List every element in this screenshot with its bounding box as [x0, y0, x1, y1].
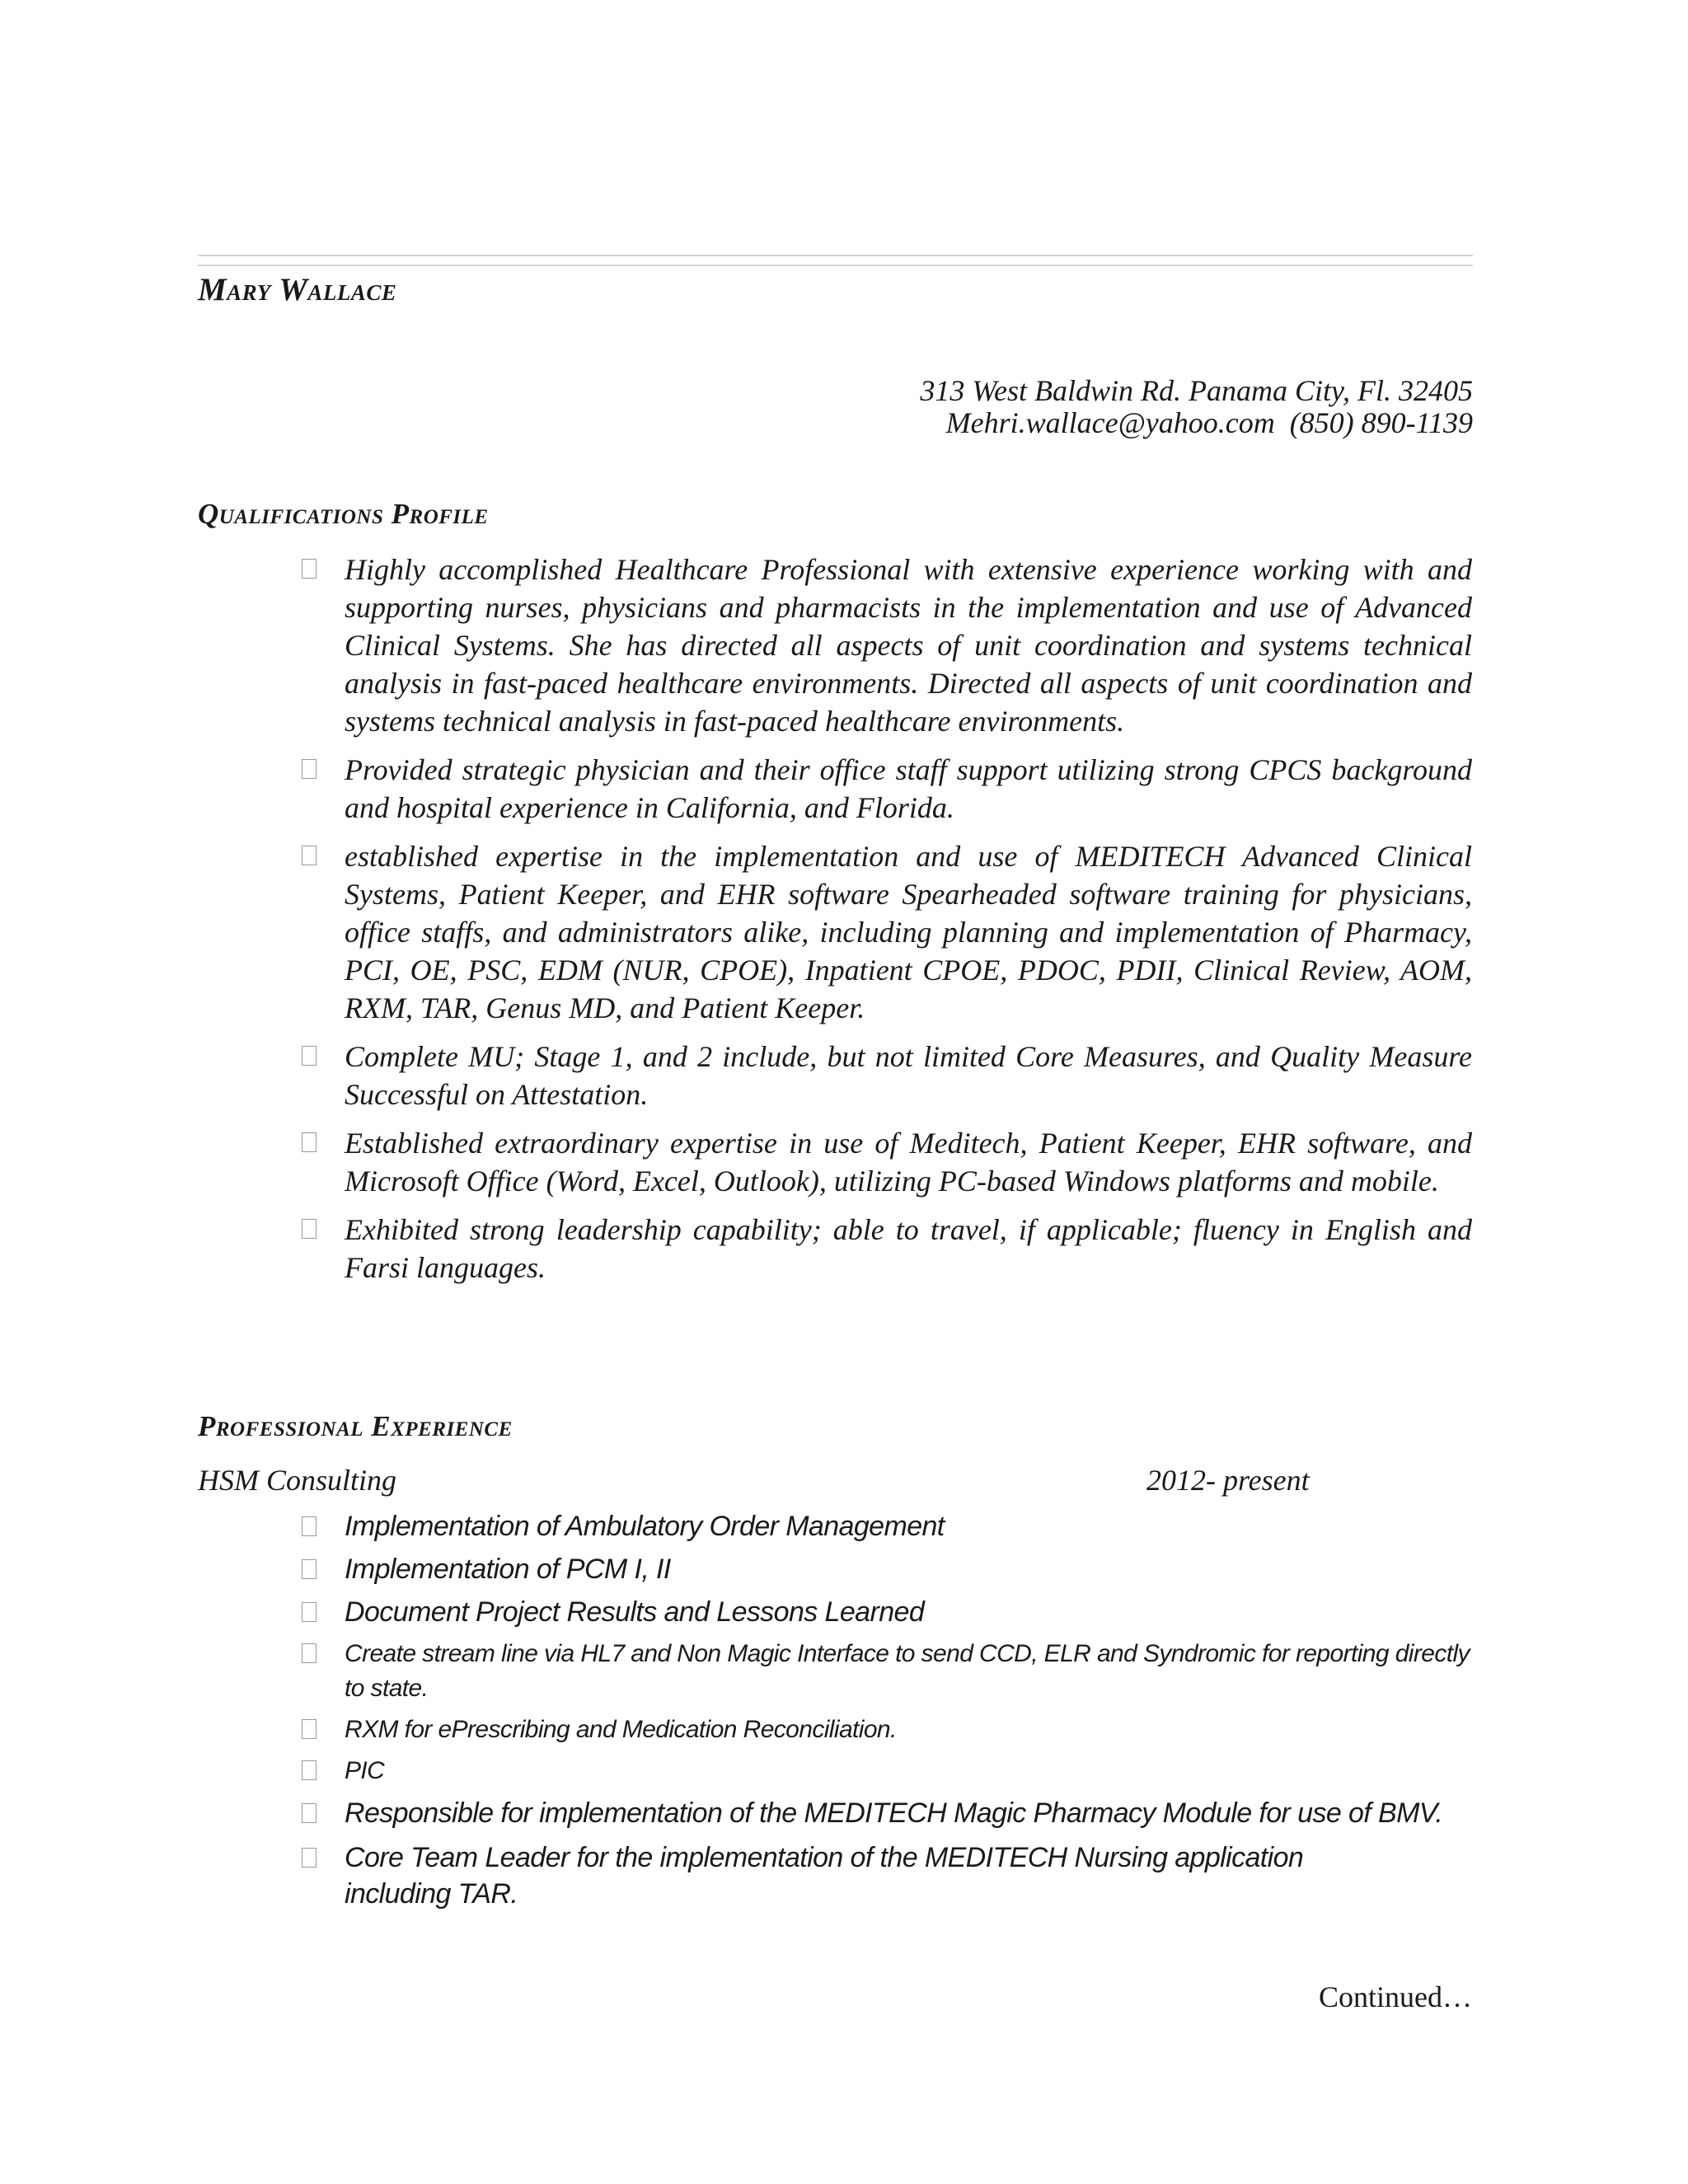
- list-item: Implementation of PCM I, II: [297, 1551, 1472, 1587]
- bullet-box-icon: [302, 1602, 316, 1622]
- list-item: RXM for ePrescribing and Medication Reconciliation.: [297, 1713, 1472, 1747]
- continued-note: Continued…: [1319, 1980, 1472, 2013]
- list-item: Create stream line via HL7 and Non Magic Interface to send CCD, ELR and Syndromic for reporting directly to state.: [297, 1637, 1472, 1706]
- bullet-box-icon: [302, 1803, 316, 1823]
- list-item: Established extraordinary expertise in use of Meditech, Patient Keeper, EHR software, and Microsoft Office (Word, Excel, Outlook), utilizing PC-based Windows platforms and mobile.: [297, 1124, 1472, 1200]
- contact-address: 313 West Baldwin Rd. Panama City, Fl. 32405: [920, 374, 1473, 407]
- list-item: established expertise in the implementation and use of MEDITECH Advanced Clinical Systems, Patient Keeper, and EHR software Spearheaded software training for physicians, office staffs, and administrators alike, including planning and implementation of Pharmacy, PCI, OE, PSC, EDM (NUR, CPOE), Inpatient CPOE, PDOC, PDII, Clinical Review, AOM, RXM, TAR, Genus MD, and Patient Keeper.: [297, 837, 1472, 1027]
- bullet-box-icon: [302, 846, 316, 865]
- list-item: PIC: [297, 1754, 1472, 1788]
- employer-name: HSM Consulting: [198, 1464, 397, 1497]
- list-item: Implementation of Ambulatory Order Management: [297, 1508, 1472, 1544]
- list-item: Responsible for implementation of the MEDITECH Magic Pharmacy Module for use of BMV.: [297, 1795, 1472, 1831]
- bullet-box-icon: [302, 1046, 316, 1066]
- bullet-box-icon: [302, 1132, 316, 1152]
- section-title-experience: Professional Experience: [198, 1410, 513, 1442]
- contact-block: [920, 375, 1473, 439]
- section-title-qualifications: Qualifications Profile: [198, 498, 489, 530]
- list-item: Core Team Leader for the implementation of the MEDITECH Nursing application including TAR.: [297, 1840, 1423, 1912]
- experience-list: [297, 1508, 1472, 1919]
- bullet-box-icon: [302, 1219, 316, 1239]
- list-item: Provided strategic physician and their office staff support utilizing strong CPCS background and hospital experience in California, and Florida.: [297, 751, 1472, 827]
- bullet-box-icon: [302, 1719, 316, 1739]
- list-item: Document Project Results and Lessons Learned: [297, 1594, 1472, 1630]
- candidate-name: Mary Wallace: [198, 272, 397, 307]
- bullet-box-icon: [302, 1643, 316, 1663]
- bullet-box-icon: [302, 559, 316, 579]
- header-rule-top: [198, 255, 1473, 256]
- header-rule-bottom: [198, 265, 1473, 266]
- list-item: Highly accomplished Healthcare Professional with extensive experience working with and supporting nurses, physicians and pharmacists in the implementation and use of Advanced Clinical Systems. She has directed all aspects of unit coordination and systems technical analysis in fast-paced healthcare environments. Directed all aspects of unit coordination and systems technical analysis in fast-paced healthcare environments.: [297, 551, 1472, 740]
- bullet-box-icon: [302, 759, 316, 779]
- list-item: Complete MU; Stage 1, and 2 include, but not limited Core Measures, and Quality Measure Successful on Attestation.: [297, 1038, 1472, 1113]
- bullet-box-icon: [302, 1516, 316, 1536]
- bullet-box-icon: [302, 1559, 316, 1579]
- qualifications-list: [297, 551, 1472, 1297]
- list-item: Exhibited strong leadership capability; able to travel, if applicable; fluency in English and Farsi languages.: [297, 1211, 1472, 1286]
- bullet-box-icon: [302, 1848, 316, 1868]
- contact-email-phone: Mehri.wallace@yahoo.com (850) 890-1139: [945, 406, 1473, 439]
- employment-dates: 2012- present: [1146, 1464, 1310, 1497]
- bullet-box-icon: [302, 1760, 316, 1780]
